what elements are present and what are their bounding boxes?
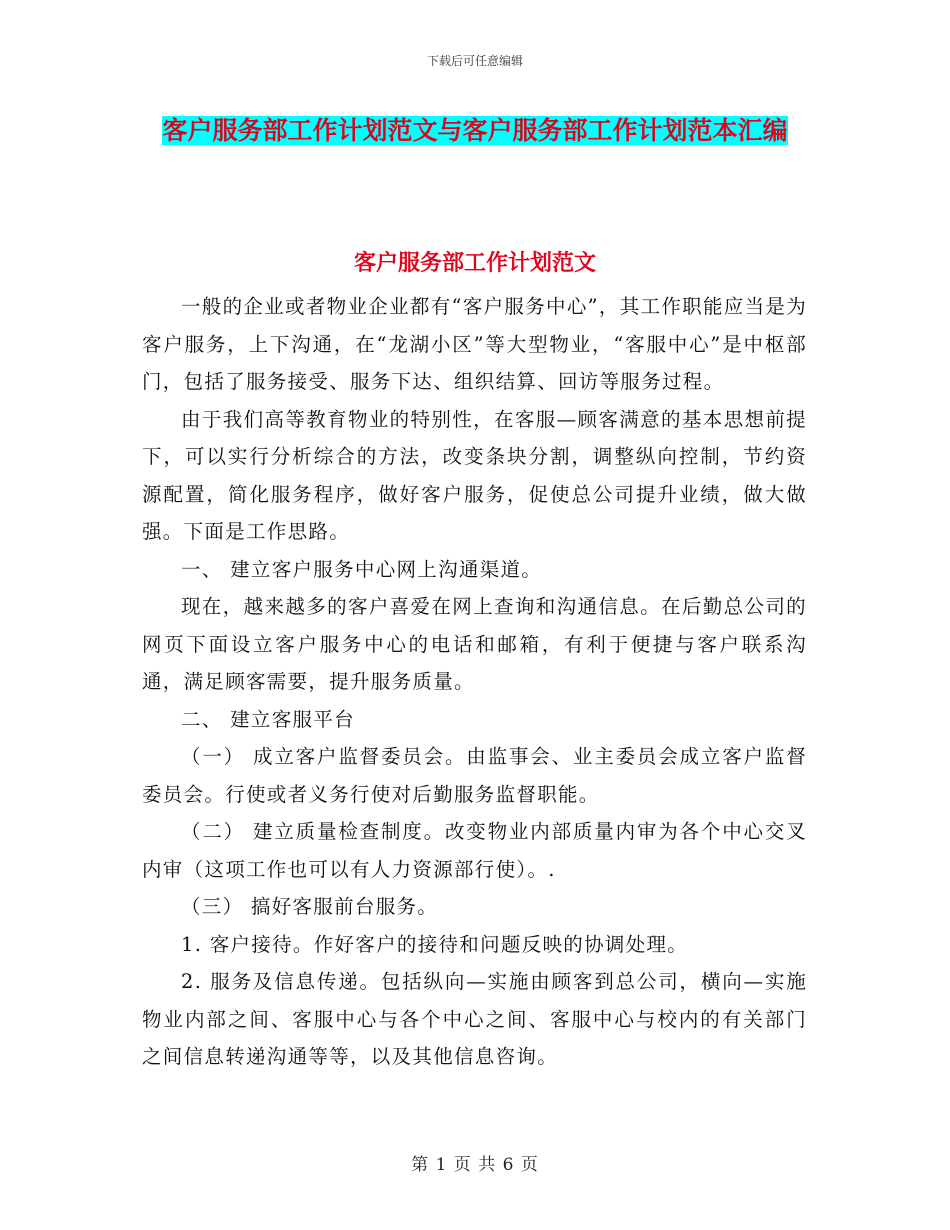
- paragraph: 现在，越来越多的客户喜爱在网上查询和沟通信息。在后勤总公司的网页下面设立客户服务中心的电话和邮箱，有利于便捷与客户联系沟通，满足顾客需要，提升服务质量。: [142, 595, 807, 693]
- main-title: [150, 108, 800, 154]
- header-note: 下载后可任意编辑: [426, 54, 523, 68]
- paragraph: （二） 建立质量检查制度。改变物业内部质量内审为各个中心交叉内审（这项工作也可以有人力资源部行使）。.: [142, 820, 807, 881]
- sub-title: 客户服务部工作计划范文: [353, 250, 596, 276]
- main-title-text: 客户服务部工作计划范文与客户服务部工作计划范本汇编: [162, 116, 788, 145]
- paragraph: （三） 搞好客服前台服务。: [181, 895, 439, 918]
- page-number-footer: 第 1 页 共 6 页: [411, 1155, 539, 1175]
- list-item: 1. 客户接待。作好客户的接待和问题反映的协调处理。: [181, 932, 689, 956]
- section-heading: 一、 建立客户服务中心网上沟通渠道。: [181, 557, 543, 581]
- section-heading: 二、 建立客服平台: [181, 707, 355, 731]
- paragraph: （一） 成立客户监督委员会。由监事会、业主委员会成立客户监督委员会。行使或者义务行使对后勤服务监督职能。: [142, 745, 807, 806]
- list-item: 2. 服务及信息传递。包括纵向—实施由顾客到总公司，横向—实施物业内部之间、客服中心与各个中心之间、客服中心与校内的有关部门之间信息转递沟通等等，以及其他信息咨询。: [142, 970, 807, 1068]
- paragraph: 由于我们高等教育物业的特别性，在客服—顾客满意的基本思想前提下，可以实行分析综合的方法，改变条块分割，调整纵向控制，节约资源配置，简化服务程序，做好客户服务，促使总公司提升业绩，做大做强。下面是工作思路。: [142, 407, 807, 543]
- paragraph: 一般的企业或者物业企业都有“客户服务中心”，其工作职能应当是为客户服务，上下沟通，在“龙湖小区”等大型物业，“客服中心”是中枢部门，包括了服务接受、服务下达、组织结算、回访等服务过程。: [142, 295, 807, 393]
- document-body: [142, 288, 807, 1076]
